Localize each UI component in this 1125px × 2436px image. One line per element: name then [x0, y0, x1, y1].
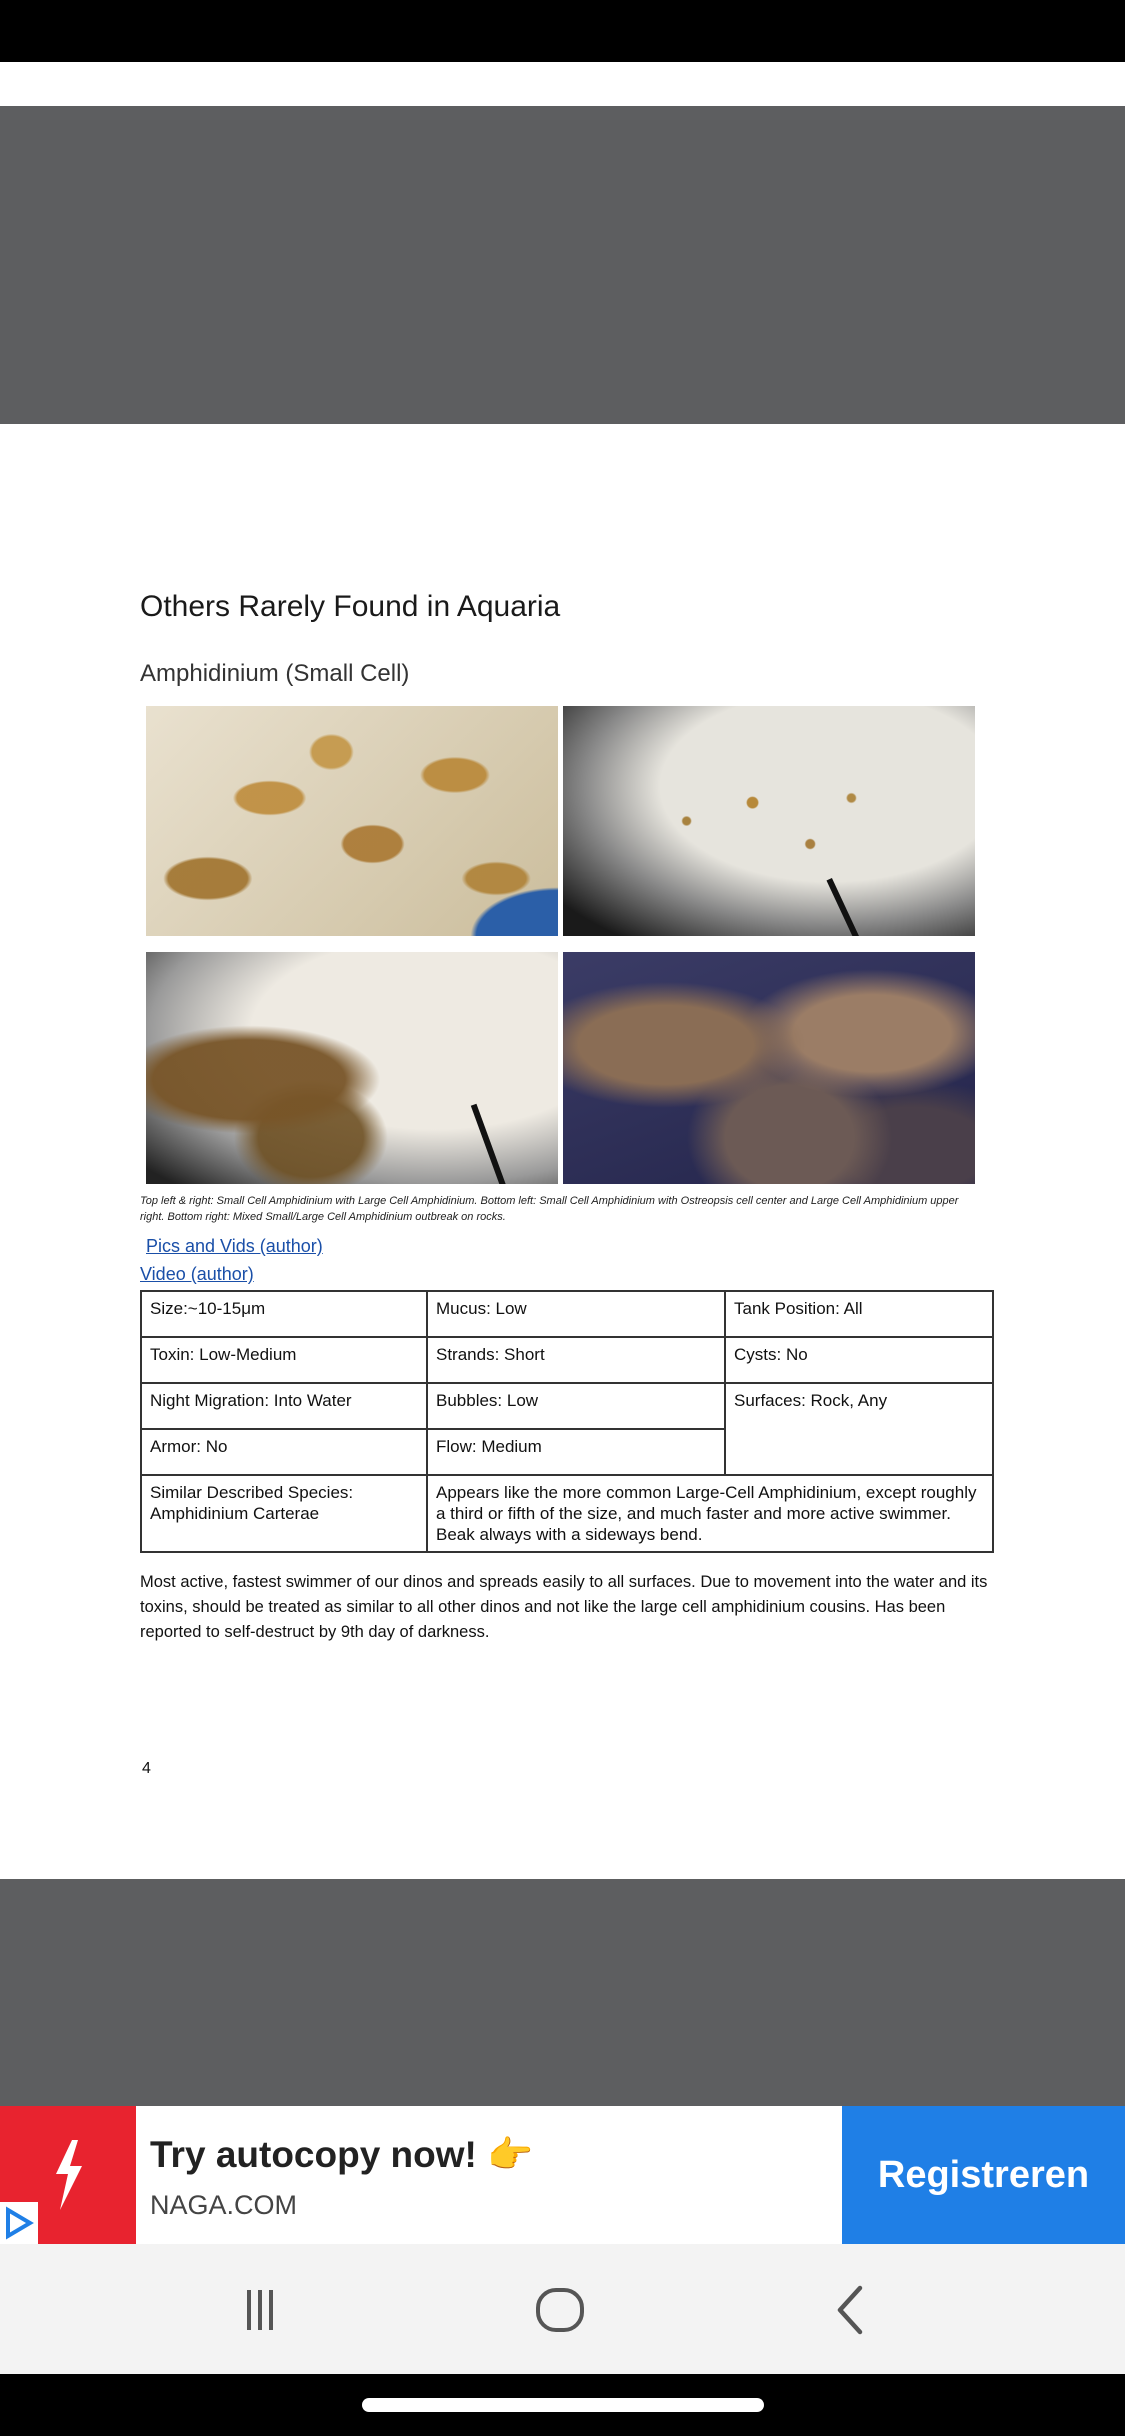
status-bar [0, 0, 1125, 62]
ad-domain[interactable]: NAGA.COM [150, 2190, 298, 2220]
table-cell: Toxin: Low-Medium [141, 1337, 427, 1383]
recents-icon[interactable] [230, 2282, 290, 2338]
document-subheading: Amphidinium (Small Cell) [140, 660, 410, 687]
toolbar-strip [0, 62, 1125, 106]
pics-and-vids-link[interactable]: Pics and Vids (author) [146, 1236, 323, 1256]
table-cell: Similar Described Species: Amphidinium Carterae [141, 1475, 427, 1552]
page-number: 4 [142, 1760, 151, 1777]
back-icon[interactable] [822, 2282, 882, 2338]
table-cell: Strands: Short [427, 1337, 725, 1383]
table-cell: Cysts: No [725, 1337, 993, 1383]
gesture-handle[interactable] [362, 2398, 764, 2412]
photo-bottom-left [146, 952, 558, 1184]
pipette-tip [826, 878, 861, 936]
table-cell: Tank Position: All [725, 1291, 993, 1337]
register-button[interactable]: Registreren [842, 2106, 1125, 2244]
species-info-table [140, 1290, 994, 1553]
document-heading: Others Rarely Found in Aquaria [140, 590, 561, 623]
table-cell: Armor: No [141, 1429, 427, 1475]
table-cell: Flow: Medium [427, 1429, 725, 1475]
table-cell: Bubbles: Low [427, 1383, 725, 1429]
table-row [141, 1337, 993, 1383]
pipette-tip [471, 1104, 507, 1184]
table-cell: Night Migration: Into Water [141, 1383, 427, 1429]
table-cell: Appears like the more common Large-Cell Amphidinium, except roughly a third or fifth of the size, and much faster and more active swimmer. Beak always with a sideways bend. [427, 1475, 993, 1552]
species-description: Most active, fastest swimmer of our dinos and spreads easily to all surfaces. Due to movement into the water and its toxins, should be treated as similar to all other dinos and not like the large cell amphidinium cousins. Has been reported to self-destruct by 9th day of darkness. [140, 1573, 988, 1641]
photo-bottom-right [563, 952, 975, 1184]
home-icon[interactable] [530, 2282, 590, 2338]
table-row [141, 1291, 993, 1337]
table-cell: Surfaces: Rock, Any [725, 1383, 993, 1475]
photo-top-left [146, 706, 558, 936]
table-cell: Size:~10-15μm [141, 1291, 427, 1337]
document-viewer-gap-top [0, 106, 1125, 424]
video-link[interactable]: Video (author) [140, 1264, 254, 1284]
table-row [141, 1475, 993, 1552]
ad-title[interactable]: Try autocopy now! 👉 [150, 2134, 534, 2175]
photo-top-right [563, 706, 975, 936]
document-viewer-gap-bottom [0, 1879, 1125, 2106]
adchoices-icon[interactable] [0, 2202, 38, 2244]
table-row [141, 1383, 993, 1429]
photo-caption: Top left & right: Small Cell Amphidinium with Large Cell Amphidinium. Bottom left: Small Cell Amphidinium with Ostreopsis cell center and Large Cell Amphidinium upper right. Bottom right: Mixed Small/Large Cell Amphidinium outbreak on rocks. [140, 1195, 959, 1223]
table-cell: Mucus: Low [427, 1291, 725, 1337]
